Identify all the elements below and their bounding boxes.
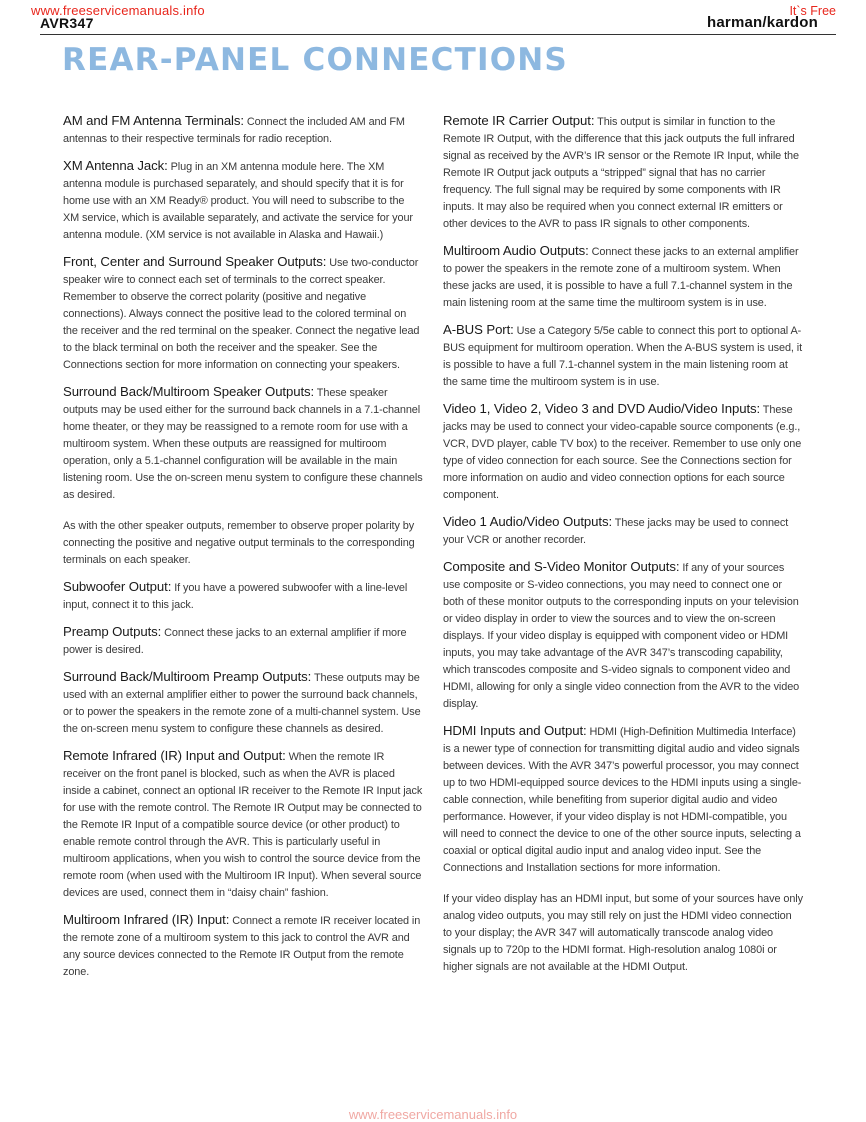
section-monitor-outputs (443, 558, 803, 713)
section-am-fm (63, 112, 423, 148)
section-subwoofer (63, 578, 423, 614)
watermark-bottom[interactable]: www.freeservicemanuals.info (348, 1107, 518, 1122)
section-surround-back-speakers (63, 383, 423, 504)
left-column (63, 112, 423, 990)
section-body: These speaker outputs may be used either for the surround back channels in a 7.1-channel home theater, or they may be reassigned to a remote room for use with a multiroom system. When these outputs are reassigned for multiroom operation, only a 5.1-channel configuration will be available in the main listening room. Use the on-screen menu system to configure these channels as desired. (63, 387, 423, 501)
section-body: When the remote IR receiver on the front panel is blocked, such as when the AVR is placed inside a cabinet, connect an optional IR receiver to the Remote IR Input jack for use with the remote control. The Remote IR Output may be connected to the Remote IR Input of a compatible source device (or other product) to enable remote control through the AVR. This is particularly useful in multiroom applications, when you wish to control the source device from the remote room (when used with the Multiroom IR Input). When several source devices are used, connect them in “daisy chain” fashion. (63, 751, 423, 899)
header-rule (40, 34, 836, 35)
section-heading: Surround Back/Multiroom Preamp Outputs: (63, 669, 312, 684)
page-title: REAR-PANEL CONNECTIONS (62, 42, 568, 78)
section-hdmi (443, 722, 803, 877)
section-body: These jacks may be used to connect your VCR or another recorder. (443, 517, 789, 546)
watermark-free: It`s Free (789, 4, 836, 18)
section-heading: Video 1, Video 2, Video 3 and DVD Audio/Video Inputs: (443, 401, 761, 416)
section-body: HDMI (High-Definition Multimedia Interface) is a newer type of connection for transmitting digital audio and video signals between devices. With the AVR 347’s powerful processor, you may connect up to two HDMI-equipped source devices to the HDMI inputs using a single-cable connection, while benefiting from superior digital audio and video performance. However, if your video display is not HDMI-compatible, you will need to connect the device to one of the other source inputs, selecting a coaxial or optical digital audio input and analog video input. See the Connections and Installation sections for more information. (443, 726, 802, 874)
section-heading: Preamp Outputs: (63, 624, 162, 639)
section-body: Use a Category 5/5e cable to connect this port to optional A-BUS equipment for multiroom operation. When the A-BUS system is used, it is possible to have a full 7.1-channel system in the main listening room at the same time the multiroom system is in use. (443, 325, 803, 388)
section-heading: Subwoofer Output: (63, 579, 172, 594)
section-heading: Composite and S-Video Monitor Outputs: (443, 559, 680, 574)
section-body: As with the other speaker outputs, remember to observe proper polarity by connecting the positive and negative output terminals to the corresponding terminals on each speaker. (63, 520, 415, 566)
section-heading: Video 1 Audio/Video Outputs: (443, 514, 613, 529)
section-preamp (63, 623, 423, 659)
section-video-inputs (443, 400, 803, 504)
section-polarity-note (63, 516, 423, 569)
section-multiroom-ir (63, 911, 423, 981)
section-abus (443, 321, 803, 391)
section-body: Connect these jacks to an external amplifier to power the speakers in the remote zone of a multiroom system. When these jacks are used, it is possible to have a full 7.1-channel system in the main listening room at the same time the multiroom system is in use. (443, 246, 799, 309)
section-heading: AM and FM Antenna Terminals: (63, 113, 244, 128)
section-body: Connect a remote IR receiver located in the remote zone of a multiroom system to this jack to control the AVR and any source devices connected to the Remote IR Output from the remote zone. (63, 915, 421, 978)
section-multiroom-audio (443, 242, 803, 312)
section-xm (63, 157, 423, 244)
section-heading: HDMI Inputs and Output: (443, 723, 587, 738)
section-body: If you have a powered subwoofer with a line-level input, connect it to this jack. (63, 582, 408, 611)
section-body: These jacks may be used to connect your video-capable source components (e.g., VCR, DVD player, cable TV box) to the receiver. Remember to use only one type of video connection for each source. See the Connections section for more information on audio and video connection options for each source component. (443, 404, 802, 501)
section-ir-carrier (443, 112, 803, 233)
section-remote-ir (63, 747, 423, 902)
section-front-speakers (63, 253, 423, 374)
section-heading: Remote IR Carrier Output: (443, 113, 595, 128)
section-heading: XM Antenna Jack: (63, 158, 168, 173)
section-body: If any of your sources use composite or S-video connections, you may need to connect one or both of these monitor outputs to the corresponding inputs on your television or video display in order to view the sources and to view the on-screen displays. If your video display is equipped with component video or HDMI inputs, you may take advantage of the AVR 347’s transcoding capability, which transcodes composite and S-video signals to component video and HDMI, allowing for only a single video connection from the AVR to the video display. (443, 562, 800, 710)
section-heading: Multiroom Audio Outputs: (443, 243, 589, 258)
section-heading: Remote Infrared (IR) Input and Output: (63, 748, 286, 763)
section-body: Connect the included AM and FM antennas to their respective terminals for radio reception. (63, 116, 405, 145)
section-body: This output is similar in function to the Remote IR Output, with the difference that this jack outputs the full infrared signal as received by the AVR’s IR sensor or the Remote IR Input, while the Remote IR Output jack outputs a “stripped” signal that has no carrier frequency. The full signal may be required by some components with IR inputs. It may also be required when you connect external IR emitters or other devices to the AVR to pass IR signals to other components. (443, 116, 799, 230)
section-heading: Surround Back/Multiroom Speaker Outputs: (63, 384, 315, 399)
section-heading: Multiroom Infrared (IR) Input: (63, 912, 230, 927)
section-body: Plug in an XM antenna module here. The XM antenna module is purchased separately, and should specify that it is for home use with an XM Ready® product. You will need to subscribe to the XM service, which is available separately, and activate the service for your antenna module. (XM service is not available in Alaska and Hawaii.) (63, 161, 413, 241)
section-video1-outputs (443, 513, 803, 549)
model-label: AVR347 (40, 15, 94, 31)
section-body: If your video display has an HDMI input, but some of your sources have only analog video outputs, you may still rely on just the HDMI video connection to your display; the AVR 347 will automatically transcode analog video signals up to 720p to the HDMI format. High-resolution analog 1080i or higher signals are not available at the HDMI Output. (443, 893, 803, 973)
watermark-top[interactable]: www.freeservicemanuals.info (31, 3, 205, 18)
right-column (443, 112, 803, 985)
section-surround-back-preamp (63, 668, 423, 738)
section-heading: Front, Center and Surround Speaker Outputs: (63, 254, 327, 269)
section-body: Connect these jacks to an external amplifier if more power is desired. (63, 627, 407, 656)
section-body: These outputs may be used with an external amplifier either to power the surround back channels, or to power the speakers in the remote zone of a multi-channel system. Use the on-screen menu system to configure these channels as desired. (63, 672, 421, 735)
section-body: Use two-conductor speaker wire to connect each set of terminals to the correct speaker. Remember to observe the correct polarity (positive and negative connections). Always connect the positive lead to the colored terminal on the receiver and the red terminal on the speaker. Connect the negative lead to the black terminal on both the receiver and the speaker. See the Connections section for more information on connecting your speakers. (63, 257, 420, 371)
section-hdmi-note (443, 889, 803, 976)
brand-logo: harman/kardon (707, 14, 818, 31)
section-heading: A-BUS Port: (443, 322, 514, 337)
